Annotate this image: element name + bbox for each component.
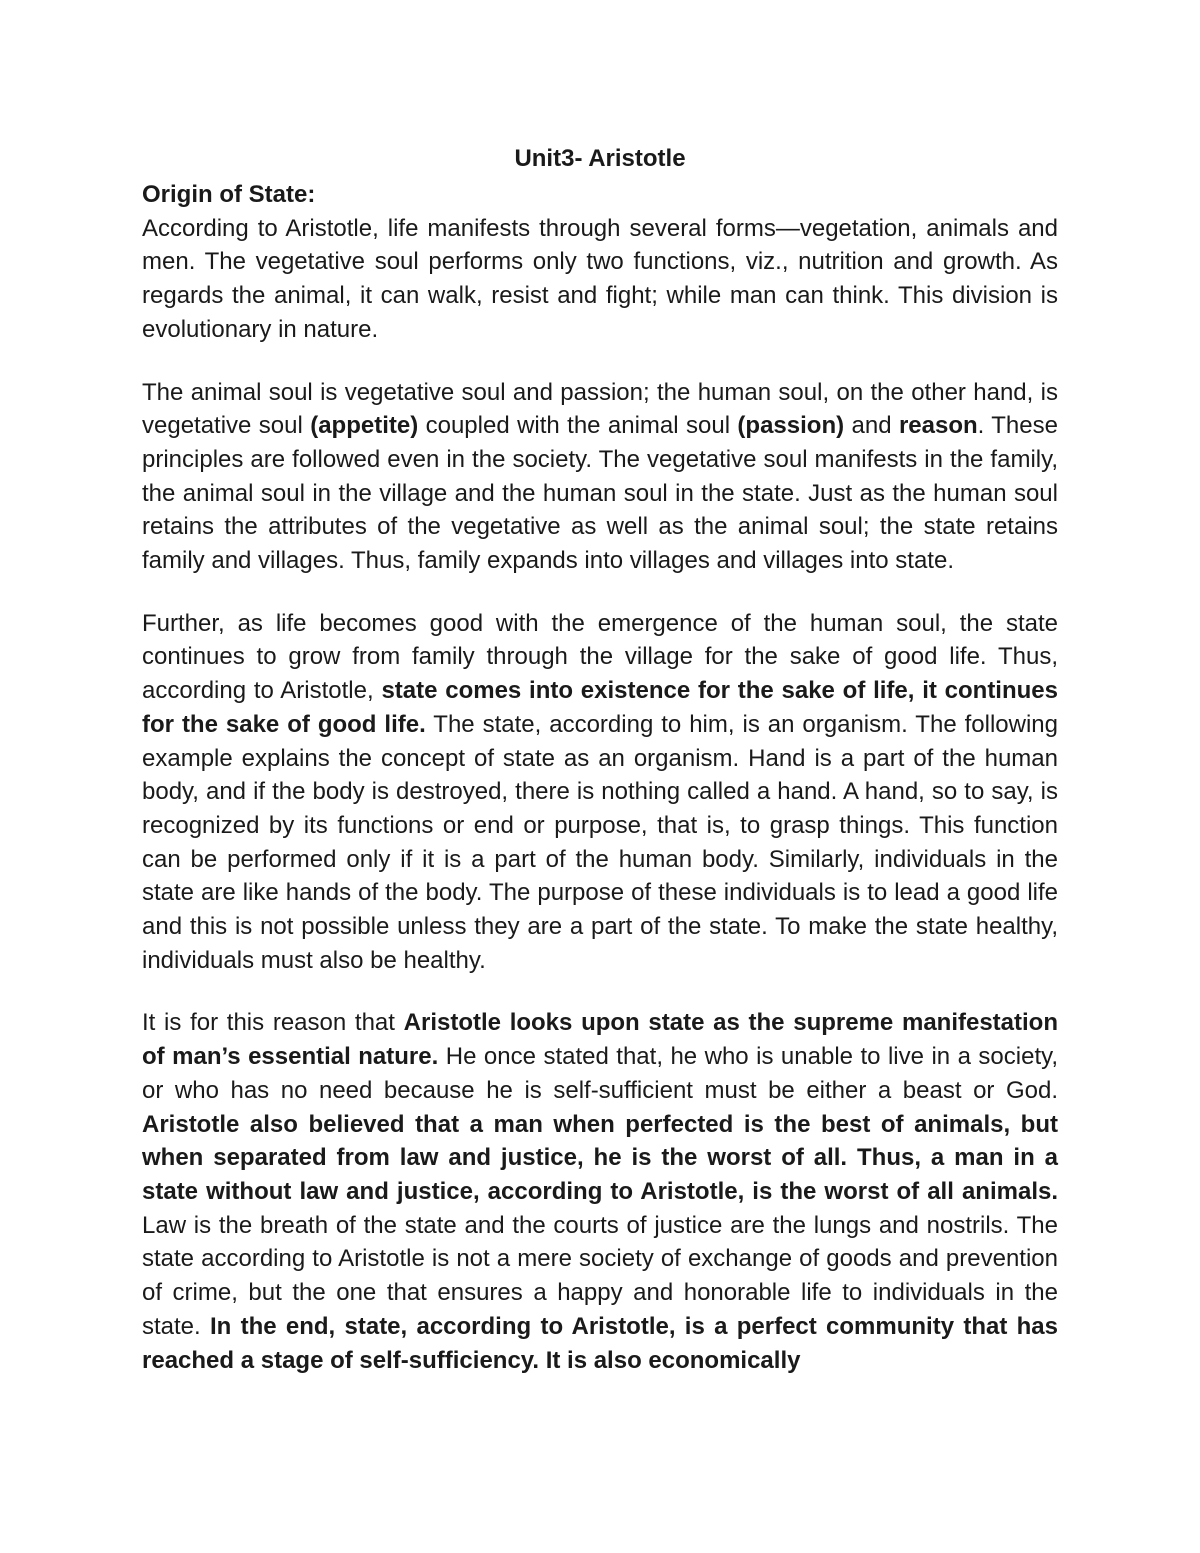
text-run: It is for this reason that [142,1009,404,1037]
text-run: Further, as life becomes good with the emergence of the human soul, the state continues to grow from family through the village for the sake of good life. Thus, according to Aristotle, [142,609,1058,705]
paragraph-3 [142,607,1058,978]
paragraph-2 [142,376,1058,578]
text-run: The animal soul is vegetative soul and passion; the human soul, on the other hand, is vegetative soul [142,378,1058,440]
section-heading: Origin of State: [142,181,316,208]
text-run: coupled with the animal soul [418,412,738,440]
bold-run: reason [898,412,978,440]
bold-run: Aristotle looks upon state as the supreme manifestation of man’s essential nature. [142,1009,1058,1071]
bold-run: Aristotle also believed that a man when perfected is the best of animals, but when separated from law and justice, he is the worst of all. Thus, a man in a state without law and justice, according to Aristotle, is the worst of all animals. [142,1110,1058,1205]
bold-run: (appetite) [310,412,419,440]
text-run: The state, according to him, is an organism. The following example explains the concept of state as an organism. Hand is a part of the human body, and if the body is destroyed, there is nothing called a hand. A hand, so to say, is recognized by its functions or end or purpose, that is, to grasp things. This function can be performed only if it is a part of the human body. Similarly, individuals in the state are like hands of the body. The purpose of these individuals is to lead a good life and this is not possible unless they are a part of the state. To make the state healthy, individuals must also be healthy. [142,710,1058,974]
bold-run: In the end, state, according to Aristotle, is a perfect community that has reached a stage of self-sufficiency. It is also economically [142,1312,1058,1374]
text-run: He once stated that, he who is unable to live in a society, or who has no need because he is self-sufficient must be either a beast or God. [142,1043,1059,1104]
text-run: Law is the breath of the state and the courts of justice are the lungs and nostrils. The state according to Aristotle is not a mere society of exchange of goods and prevention of crime, but the one that ensures a happy and honorable life to individuals in the state. [142,1211,1058,1340]
paragraph-1: According to Aristotle, life manifests through several forms—vegetation, animals and men. The vegetative soul performs only two functions, viz., nutrition and growth. As regards the animal, it can walk, resist and fight; while man can think. This division is evolutionary in nature. [142,214,1058,343]
text-run: . These principles are followed even in the society. The vegetative soul manifests in the family, the animal soul in the village and the human soul in the state. Just as the human soul retains the attributes of the vegetative as well as the animal soul; the state retains family and villages. Thus, family expands into villages and villages into state. [142,412,1058,575]
document-page [142,140,1058,1406]
document-title: Unit3- Aristotle [514,145,686,172]
paragraph-4 [142,1006,1058,1377]
text-run: and [844,412,899,440]
bold-run: state comes into existence for the sake of life, it continues for the sake of good life. [142,677,1058,738]
bold-run: (passion) [737,412,845,440]
